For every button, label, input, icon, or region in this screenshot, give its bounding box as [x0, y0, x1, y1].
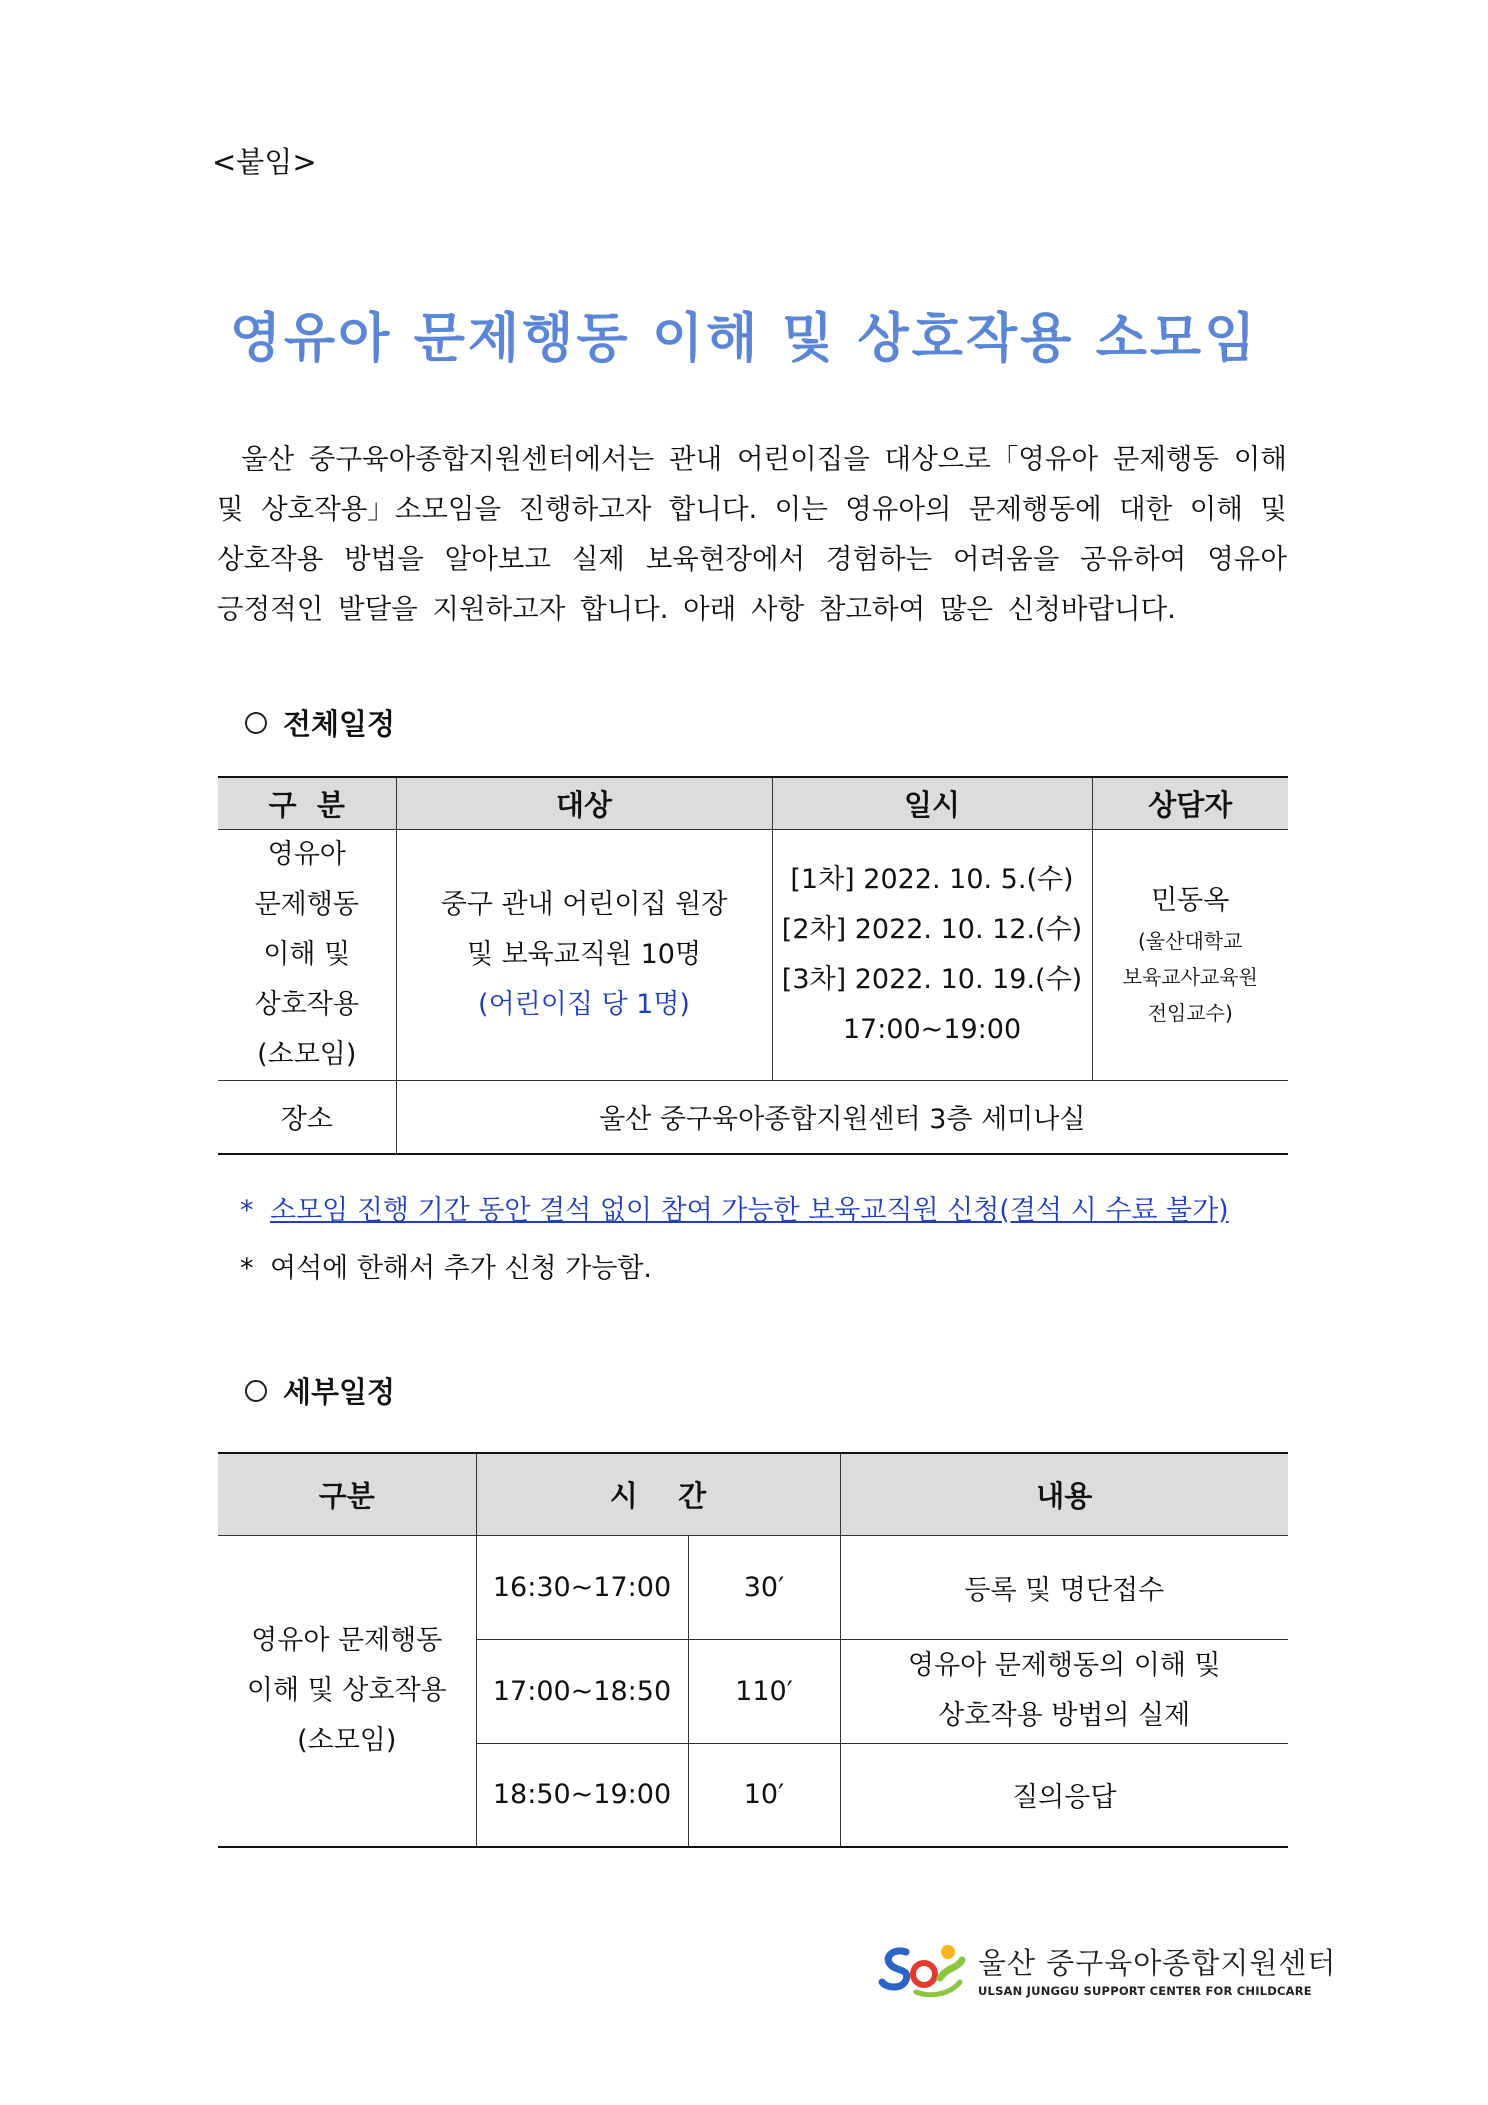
- center-logo-icon: [876, 1938, 968, 2000]
- content-cell: 질의응답: [840, 1743, 1288, 1847]
- intro-word: 어려움을: [953, 543, 1060, 575]
- section-heading-detailed-schedule: [245, 1370, 395, 1411]
- circle-bullet-icon: [245, 1380, 267, 1402]
- intro-word: 보육현장에서: [645, 543, 806, 575]
- intro-word: 실제: [571, 543, 625, 575]
- datetime-cell: [1차] 2022. 10. 5.(수) [2차] 2022. 10. 12.(수) [3차] 2022. 10. 19.(수) 17:00~19:00: [772, 829, 1092, 1080]
- footer-branding: [876, 1938, 1336, 2000]
- intro-line: [217, 584, 1287, 634]
- section-heading-overall-schedule: [245, 702, 395, 743]
- content-cell: 등록 및 명단접수: [840, 1535, 1288, 1639]
- intro-line: [217, 534, 1287, 584]
- intro-word: 상호작용」소모임을: [261, 493, 502, 525]
- intro-word: 어린이집을: [736, 443, 870, 475]
- intro-word: 관내: [669, 443, 723, 475]
- intro-line: [217, 434, 1287, 484]
- duration-cell: 30′: [688, 1535, 840, 1639]
- category-cell: 영유아 문제행동 이해 및 상호작용 (소모임): [218, 1535, 476, 1847]
- intro-word: 울산: [241, 443, 295, 475]
- intro-line: [217, 484, 1287, 534]
- target-note: (어린이집 당 1명): [478, 988, 690, 1020]
- intro-word: 중구육아종합지원센터에서는: [308, 443, 655, 475]
- duration-cell: 10′: [688, 1743, 840, 1847]
- table-header-row: [218, 1453, 1288, 1535]
- table-row: [218, 829, 1288, 1080]
- duration-cell: 110′: [688, 1639, 840, 1743]
- footer-org-name: 울산 중구육아종합지원센터: [978, 1945, 1337, 1980]
- header-category: 구 분: [218, 777, 396, 829]
- time-cell: 17:00~18:50: [476, 1639, 688, 1743]
- table-row: [218, 1535, 1288, 1639]
- intro-word: 대한: [1119, 493, 1173, 525]
- content-cell: 영유아 문제행동의 이해 및 상호작용 방법의 실제: [840, 1639, 1288, 1743]
- intro-word: 문제행동: [1112, 443, 1220, 475]
- place-label: 장소: [218, 1080, 396, 1154]
- intro-word: 합니다.: [668, 493, 758, 525]
- intro-word: 영유아: [1207, 543, 1287, 575]
- header-time: 시 간: [476, 1453, 840, 1535]
- intro-word: 대상으로「영유아: [884, 443, 1098, 475]
- header-datetime: 일시: [772, 777, 1092, 829]
- intro-word: 문제행동에: [968, 493, 1102, 525]
- intro-word: 이는: [774, 493, 828, 525]
- overall-schedule-table: [218, 776, 1288, 1155]
- document-title: 영유아 문제행동 이해 및 상호작용 소모임: [229, 308, 1259, 369]
- consultant-cell: 민동옥 (울산대학교 보육교사교육원 전임교수): [1092, 829, 1288, 1080]
- footer-org-name-en: ULSAN JUNGGU SUPPORT CENTER FOR CHILDCARE: [978, 1983, 1312, 1998]
- header-target: 대상: [396, 777, 772, 829]
- intro-word: 영유아의: [845, 493, 952, 525]
- intro-word: 공유하여: [1080, 543, 1187, 575]
- intro-word: 및: [1260, 493, 1287, 525]
- intro-word: 경험하는: [825, 543, 933, 575]
- note-secondary: * 여석에 한해서 추가 신청 가능함.: [240, 1253, 652, 1284]
- intro-word: 상호작용: [217, 543, 324, 575]
- target-cell: 중구 관내 어린이집 원장 및 보육교직원 10명 (어린이집 당 1명): [396, 829, 772, 1080]
- intro-paragraph: [217, 434, 1287, 634]
- place-row: [218, 1080, 1288, 1154]
- time-cell: 16:30~17:00: [476, 1535, 688, 1639]
- intro-word: 방법을: [344, 543, 424, 575]
- header-category: 구분: [218, 1453, 476, 1535]
- section-heading-text: 전체일정: [283, 707, 396, 741]
- intro-word: 이해: [1189, 493, 1243, 525]
- section-heading-text: 세부일정: [283, 1375, 396, 1409]
- circle-bullet-icon: [245, 712, 267, 734]
- table-header-row: [218, 777, 1288, 829]
- attachment-label: <붙임>: [212, 145, 317, 179]
- header-consultant: 상담자: [1092, 777, 1288, 829]
- header-content: 내용: [840, 1453, 1288, 1535]
- intro-word: 및: [217, 493, 244, 525]
- category-cell: 영유아 문제행동 이해 및 상호작용 (소모임): [218, 829, 396, 1080]
- time-cell: 18:50~19:00: [476, 1743, 688, 1847]
- note-primary: * 소모임 진행 기간 동안 결석 없이 참여 가능한 보육교직원 신청(결석 시 수료 불가): [240, 1195, 1229, 1226]
- consultant-name: 민동옥: [1151, 884, 1230, 916]
- intro-word: 알아보고: [444, 543, 551, 575]
- intro-word: 진행하고자: [518, 493, 652, 525]
- detailed-schedule-table: [218, 1452, 1288, 1848]
- place-value: 울산 중구육아종합지원센터 3층 세미나실: [396, 1080, 1288, 1154]
- intro-word: 이해: [1233, 443, 1287, 475]
- intro-word: 긍정적인 발달을 지원하고자 합니다. 아래 사항 참고하여 많은 신청바랍니다.: [217, 593, 1176, 625]
